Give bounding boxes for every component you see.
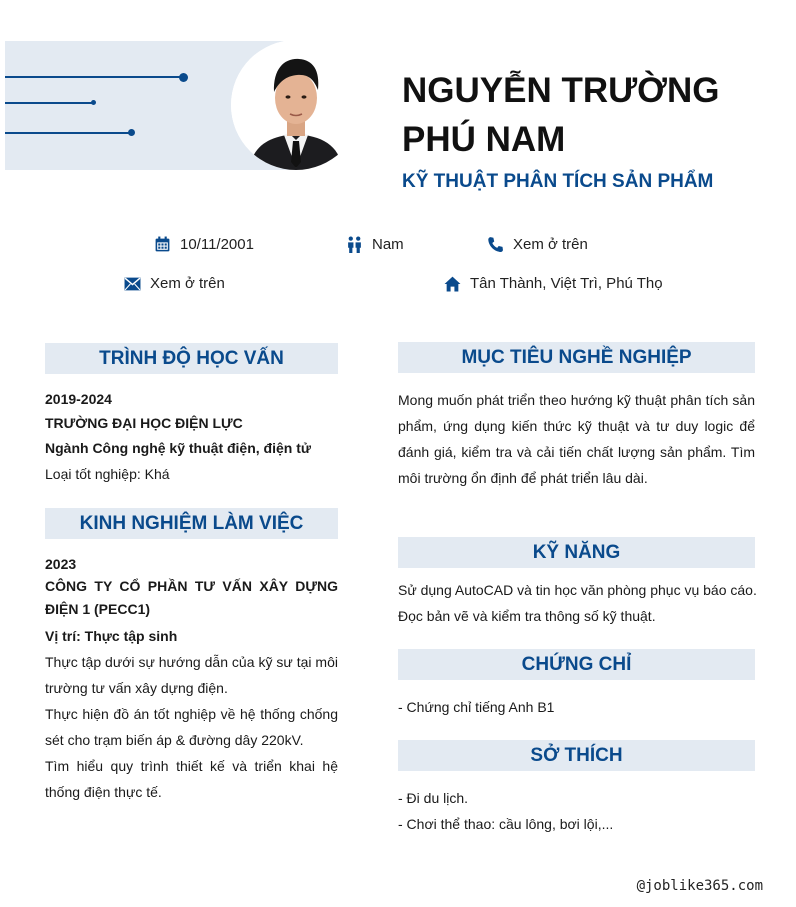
hobby-item: - Đi du lịch. (398, 790, 469, 806)
email-info (124, 275, 225, 292)
address-info (444, 275, 663, 292)
gender-info (346, 236, 404, 253)
decorative-dot (91, 100, 96, 105)
education-school: TRƯỜNG ĐẠI HỌC ĐIỆN LỰC (45, 415, 243, 431)
experience-detail: Tìm hiểu quy trình thiết kế và triển khai hệ thống điện thực tế. (45, 758, 338, 800)
people-icon (346, 236, 363, 253)
hobbies-section-title: SỞ THÍCH (398, 740, 755, 771)
experience-detail: Thực tập dưới sự hướng dẫn của kỹ sư tại môi trường tư vấn xây dựng điện. (45, 654, 338, 696)
experience-position: Vị trí: Thực tập sinh (45, 628, 178, 644)
candidate-name: NGUYỄN TRƯỜNG PHÚ NAM (402, 71, 720, 159)
experience-year: 2023 (45, 556, 77, 572)
phone-icon (487, 236, 504, 253)
education-grade: Loại tốt nghiệp: Khá (45, 466, 170, 482)
decorative-line (5, 76, 183, 78)
watermark: @joblike365.com (636, 878, 763, 894)
birthday-info (154, 236, 254, 253)
email-value: Xem ở trên (150, 275, 225, 292)
address-value: Tân Thành, Việt Trì, Phú Thọ (470, 275, 663, 292)
hobby-item: - Chơi thể thao: cầu lông, bơi lội,... (398, 816, 614, 832)
experience-company: CÔNG TY CỔ PHẦN TƯ VẤN XÂY DỰNG ĐIỆN 1 (PECC1) (45, 578, 338, 617)
skills-section-title: KỸ NĂNG (398, 537, 755, 568)
home-icon (444, 276, 461, 292)
experience-detail: Thực hiện đồ án tốt nghiệp về hệ thống chống sét cho trạm biến áp & đường dây 220kV. (45, 706, 338, 748)
gender-value: Nam (372, 236, 404, 253)
phone-value: Xem ở trên (513, 236, 588, 253)
education-period: 2019-2024 (45, 391, 112, 407)
avatar (231, 40, 361, 170)
decorative-dot (179, 73, 188, 82)
mail-icon (124, 277, 141, 291)
certificate-item: - Chứng chỉ tiếng Anh B1 (398, 699, 555, 715)
education-section-title: TRÌNH ĐỘ HỌC VẤN (45, 343, 338, 374)
skill-item: Đọc bản vẽ và kiểm tra thông số kỹ thuật. (398, 608, 656, 624)
job-title: KỸ THUẬT PHÂN TÍCH SẢN PHẨM (402, 171, 714, 192)
skill-item: Sử dụng AutoCAD và tin học văn phòng phục vụ báo cáo. (398, 582, 757, 598)
objective-section-title: MỤC TIÊU NGHỀ NGHIỆP (398, 342, 755, 373)
decorative-line (5, 132, 131, 134)
decorative-line (5, 102, 95, 104)
education-major: Ngành Công nghệ kỹ thuật điện, điện tử (45, 440, 312, 456)
decorative-dot (128, 129, 135, 136)
birthday-value: 10/11/2001 (180, 236, 254, 253)
certificates-section-title: CHỨNG CHỈ (398, 649, 755, 680)
calendar-icon (154, 236, 171, 253)
experience-section-title: KINH NGHIỆM LÀM VIỆC (45, 508, 338, 539)
objective-text: Mong muốn phát triển theo hướng kỹ thuật phân tích sản phẩm, ứng dụng kiến thức kỹ thuật và tư duy logic để đánh giá, kiểm tra và cải tiến chất lượng sản phẩm. Tìm môi trường ổn định để phát triển lâu dài. (398, 392, 755, 486)
phone-info (487, 236, 588, 253)
